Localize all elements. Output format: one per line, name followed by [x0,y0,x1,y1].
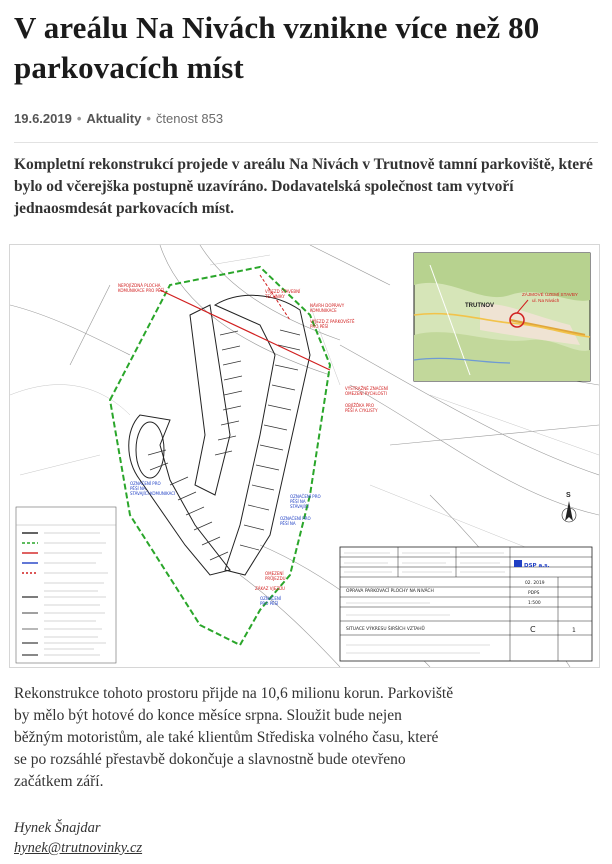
title-block-heading: OPRAVA PARKOVACÍ PLOCHY NA NIVÁCH [346,589,434,594]
svg-text:NEPOJÍZDNÁ PLOCHA: NEPOJÍZDNÁ PLOCHA [118,283,161,288]
company-logo: DSP a.s. [524,563,550,569]
svg-text:NÁVRH DOPRAVY: NÁVRH DOPRAVY [310,303,345,308]
svg-text:PRO PĚŠÍ: PRO PĚŠÍ [260,601,279,606]
svg-text:OZNAČENÍ PRO: OZNAČENÍ PRO [130,481,161,486]
svg-text:OBJÍŽĎKA PRO: OBJÍŽĎKA PRO [345,403,374,408]
svg-text:OZNAČENÍ: OZNAČENÍ [260,596,282,601]
drawing-stage: PDPS [528,591,540,596]
drawing-scale: 1:500 [528,601,541,606]
blue-annotations [130,481,321,606]
drawing-sheet: C [530,625,536,634]
map-pin-label: ZÁJMOVÉ ÚZEMÍ STAVBY [522,292,578,297]
map-town-label: TRUTNOV [465,303,494,309]
map-pin-sublabel: ul. Na Nivách [532,298,560,303]
title-block [340,547,592,661]
north-arrow-icon [562,492,576,522]
svg-text:PRŮJEZDU: PRŮJEZDU [265,576,286,581]
location-map-inset [414,253,590,381]
svg-text:VÝJEZD STAVEBNÍ: VÝJEZD STAVEBNÍ [265,289,301,294]
svg-text:PĚŠÍ NA: PĚŠÍ NA [280,521,296,526]
author-name: Hynek Šnajdar [14,820,101,836]
svg-text:OMEZENÍ RYCHLOSTI: OMEZENÍ RYCHLOSTI [345,391,387,396]
svg-text:TECHNIKY: TECHNIKY [265,294,285,299]
svg-text:KOMUNIKACE: KOMUNIKACE [310,308,337,313]
svg-text:OMEZENÍ: OMEZENÍ [265,571,284,576]
drawing-date: 02. 2019 [525,581,545,586]
svg-text:VÝSTRAŽNÉ ZNAČENÍ: VÝSTRAŽNÉ ZNAČENÍ [345,386,388,391]
drawing-name: SITUACE VÝKRESU ŠIRŠÍCH VZTAHŮ [346,627,425,632]
article-body: Rekonstrukce tohoto prostoru přijde na 10,6 milionu korun. Parkoviště by mělo být hotové do konce měsíce srpna. Sloužit bude nejen běžným motoristům, ale také klientům Střediska volného času, které se po rozsáhlé přestavbě dokončuje a slavnostně bude otevřeno začátkem září. [14,685,454,790]
parking-stalls [148,330,300,560]
site-boundary [110,267,330,645]
parking-plan-drawing [10,245,599,667]
svg-text:ZÁKAZ VJEZDU: ZÁKAZ VJEZDU [255,586,285,591]
drawing-sheet-no: 1 [572,627,576,634]
plan-legend [16,507,116,663]
svg-text:PĚŠÍ A CYKLISTY: PĚŠÍ A CYKLISTY [345,408,378,413]
article-date: 19.6.2019 [14,111,72,126]
red-annotations [118,283,389,591]
meta-divider [14,142,598,143]
svg-text:STÁVAJÍCÍ: STÁVAJÍCÍ [290,504,309,509]
svg-text:PĚŠÍ NA: PĚŠÍ NA [130,486,146,491]
svg-text:STÁVAJÍCÍ KOMUNIKACI: STÁVAJÍCÍ KOMUNIKACI [130,491,176,496]
north-label: S [566,492,571,499]
author-email-link[interactable]: hynek@trutnovinky.cz [14,840,143,856]
category-link[interactable]: Aktuality [86,111,142,126]
parking-layout [129,295,310,575]
svg-text:KOMUNIKACE PRO PĚŠÍ: KOMUNIKACE PRO PĚŠÍ [118,288,165,293]
svg-text:OZNAČENÍ PRO: OZNAČENÍ PRO [290,494,321,499]
svg-text:OZNAČENÍ PRO: OZNAČENÍ PRO [280,516,311,521]
svg-text:PĚŠÍ NA: PĚŠÍ NA [290,499,306,504]
read-count: čtenost 853 [155,111,224,126]
meta-separator: • [146,111,151,126]
svg-text:PRO PĚŠÍ: PRO PĚŠÍ [310,324,329,329]
article-image[interactable] [9,244,600,668]
svg-text:VÝJEZD Z PARKOVIŠTĚ: VÝJEZD Z PARKOVIŠTĚ [310,319,355,324]
article-lead: Kompletní rekonstrukcí projede v areálu Na Nivách v Trutnově tamní parkoviště, které bylo od včerejška postupně uzavíráno. Dodavatelská společnost tam vytvoří jednaosmdesát parkovacích míst. [14,156,593,217]
article-title: V areálu Na Nivách vznikne více než 80 parkovacích míst [14,10,540,85]
article-meta [14,111,223,126]
meta-separator: • [76,111,82,126]
